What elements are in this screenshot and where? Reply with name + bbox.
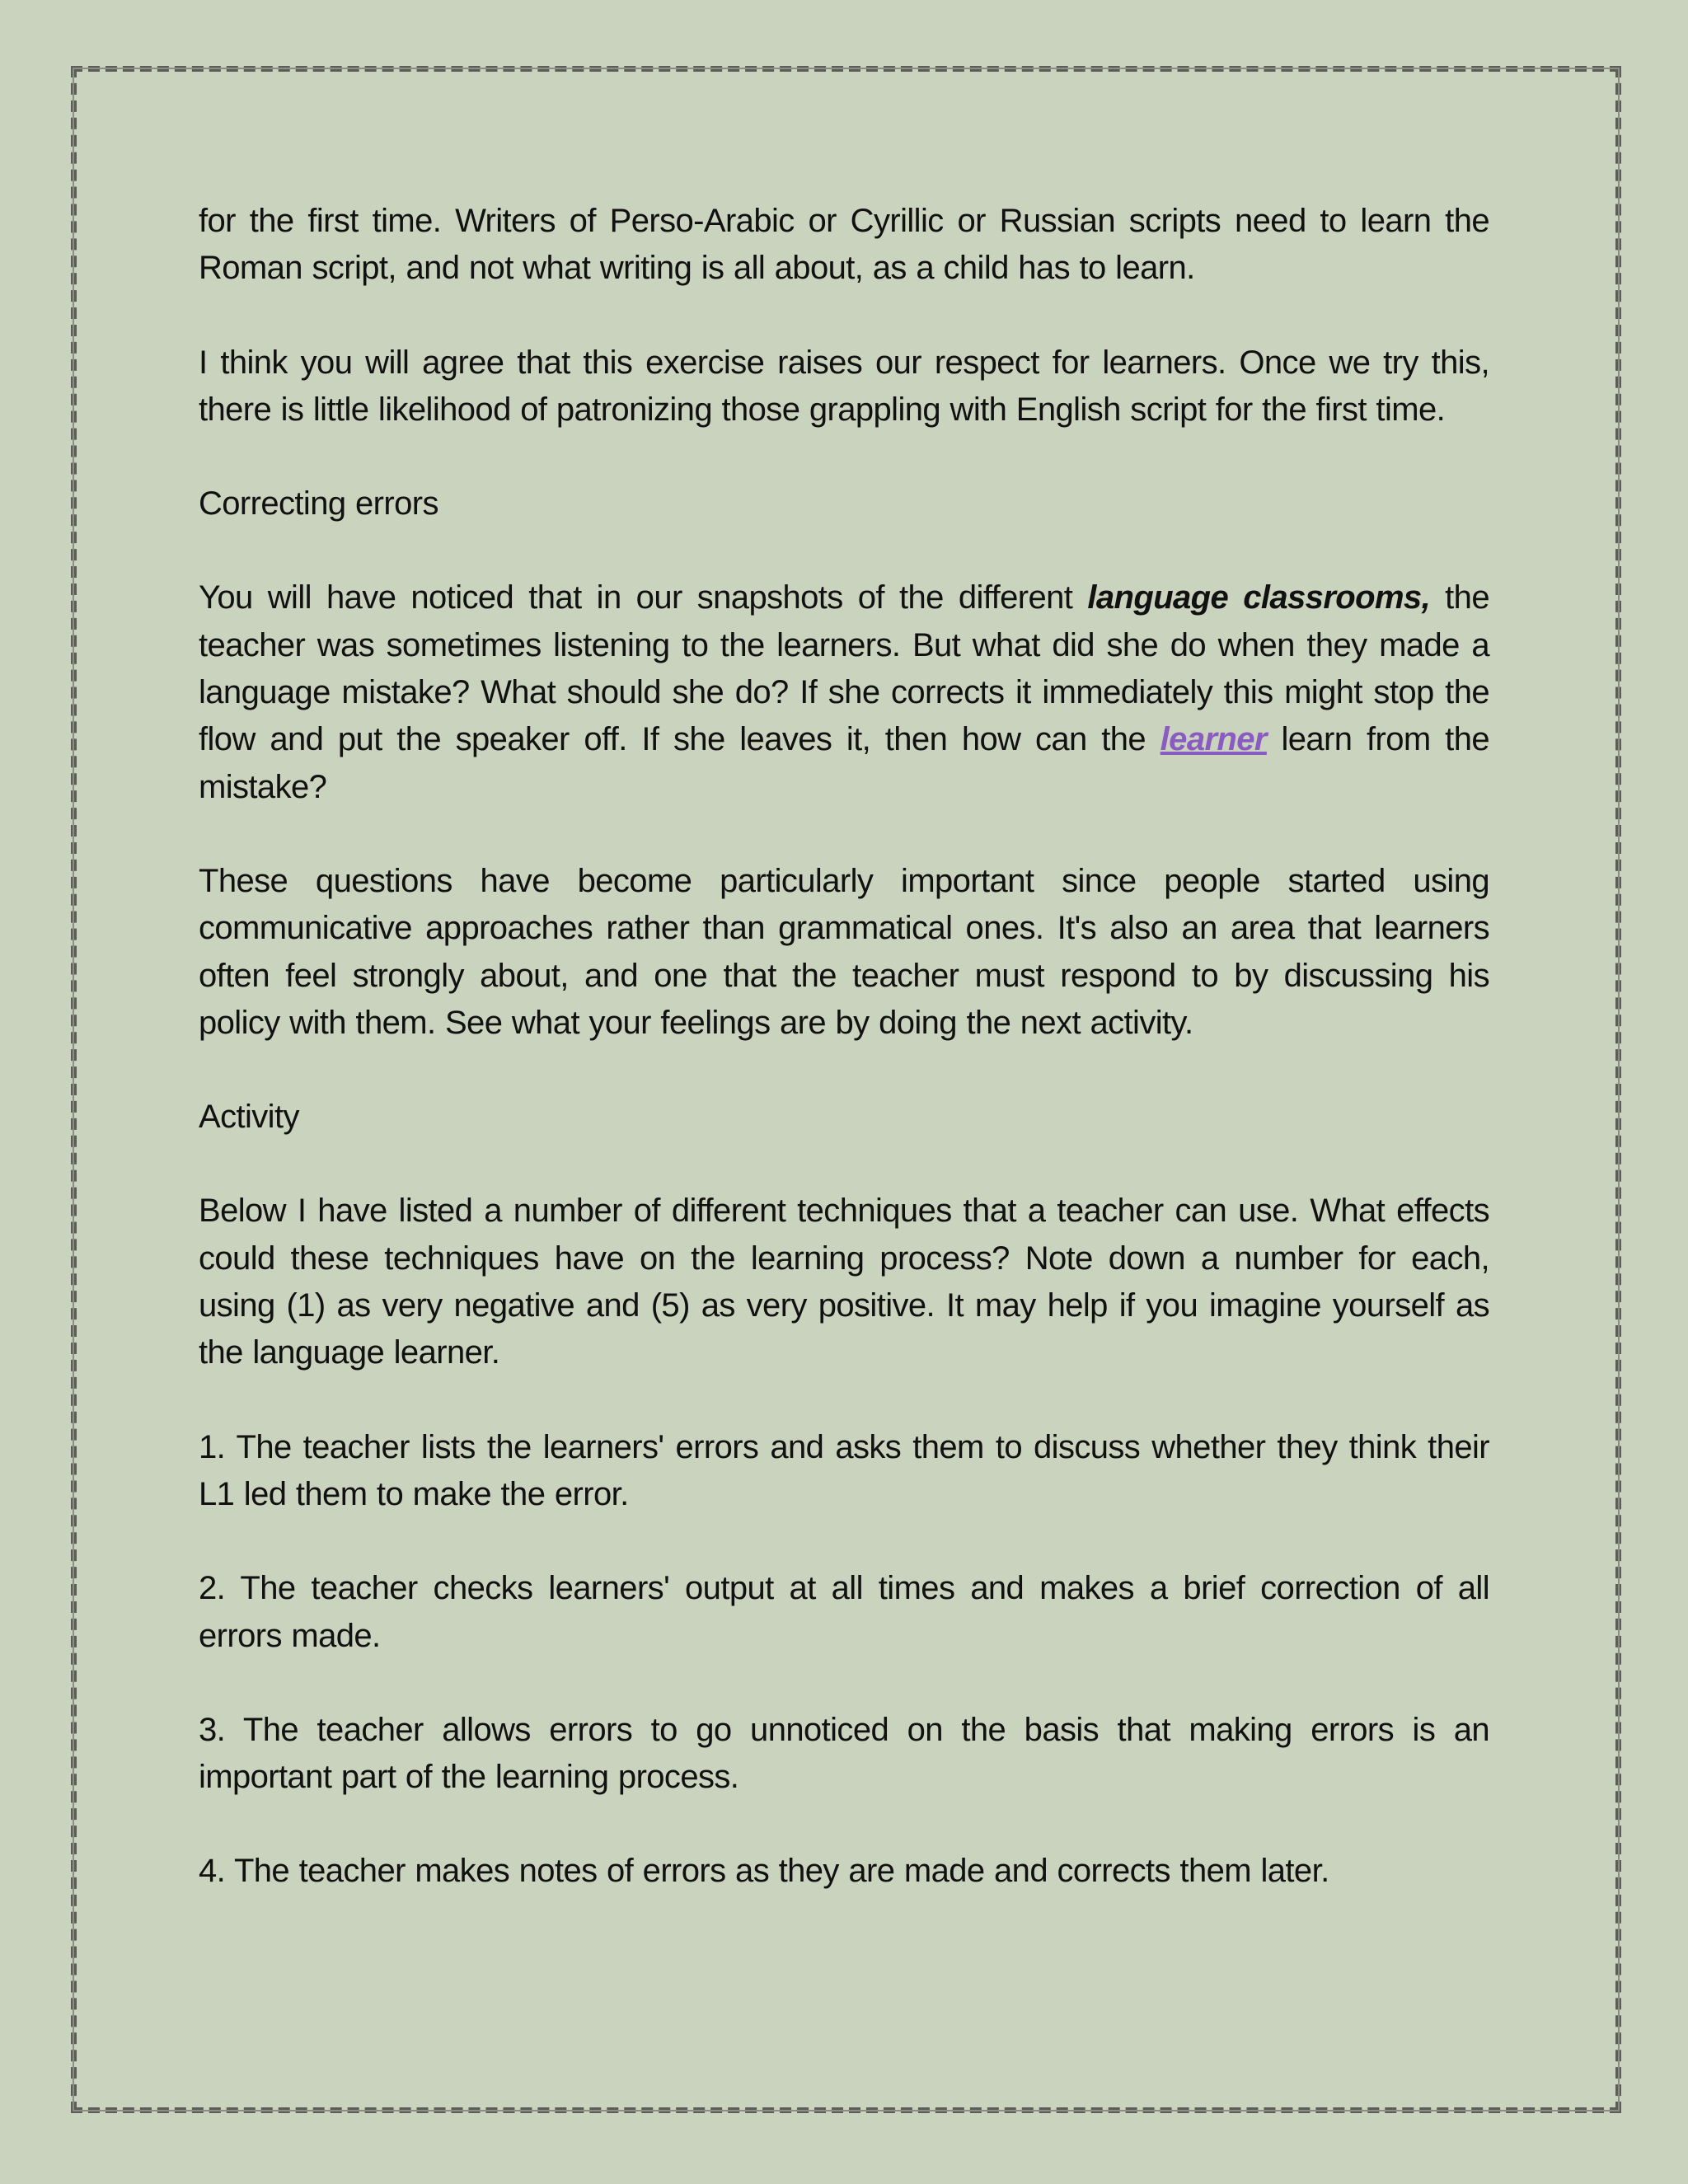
paragraph-continuation: for the first time. Writers of Perso-Arabic or Cyrillic or Russian scripts need to learn the Roman script, and not what writing is all about, as a child has to learn. — [199, 203, 1489, 287]
paragraph-respect-for-learners: I think you will agree that this exercise raises our respect for learners. Once we try this, there is little likelihood of patronizing those grappling with English script for the first time. — [199, 344, 1489, 428]
section-heading-activity: Activity — [199, 1099, 299, 1136]
paragraph-language-classrooms — [199, 574, 1489, 810]
emphasis-language-classrooms: language classrooms, — [1087, 579, 1431, 616]
paragraph-text-part: learn from the mistake? — [199, 721, 1489, 805]
document-body — [199, 198, 1489, 1896]
list-item-technique-3: 3. The teacher allows errors to go unnoticed on the basis that making errors is an important part of the learning process. — [199, 1711, 1489, 1796]
list-item-technique-2: 2. The teacher checks learners' output at all times and makes a brief correction of all errors made. — [199, 1570, 1489, 1654]
list-item-technique-1: 1. The teacher lists the learners' errors and asks them to discuss whether they think their L1 led them to make the error. — [199, 1428, 1489, 1512]
paragraph-text-part: the teacher was sometimes listening to the learners. But what did she do when they made a language mistake? What should she do? If she corrects it immediately this might stop the flow and put the speaker off. If she leaves it, then how can the — [199, 579, 1489, 758]
paragraph-communicative-approaches: These questions have become particularly important since people started using communicative approaches rather than grammatical ones. It's also an area that learners often feel strongly about, and one that the teacher must respond to by discussing his policy with them. See what your feelings are by doing the next activity. — [199, 862, 1489, 1041]
section-heading-correcting-errors: Correcting errors — [199, 485, 438, 523]
paragraph-text-part: You will have noticed that in our snapshots of the different — [199, 579, 1088, 616]
list-item-technique-4: 4. The teacher makes notes of errors as they are made and corrects them later. — [199, 1853, 1329, 1890]
learner-link[interactable]: learner — [1160, 721, 1267, 758]
paragraph-activity-instructions: Below I have listed a number of different techniques that a teacher can use. What effects could these techniques have on the learning process? Note down a number for each, using (1) as very negative and (5) as very positive. It may help if you imagine yourself as the language learner. — [199, 1193, 1489, 1371]
